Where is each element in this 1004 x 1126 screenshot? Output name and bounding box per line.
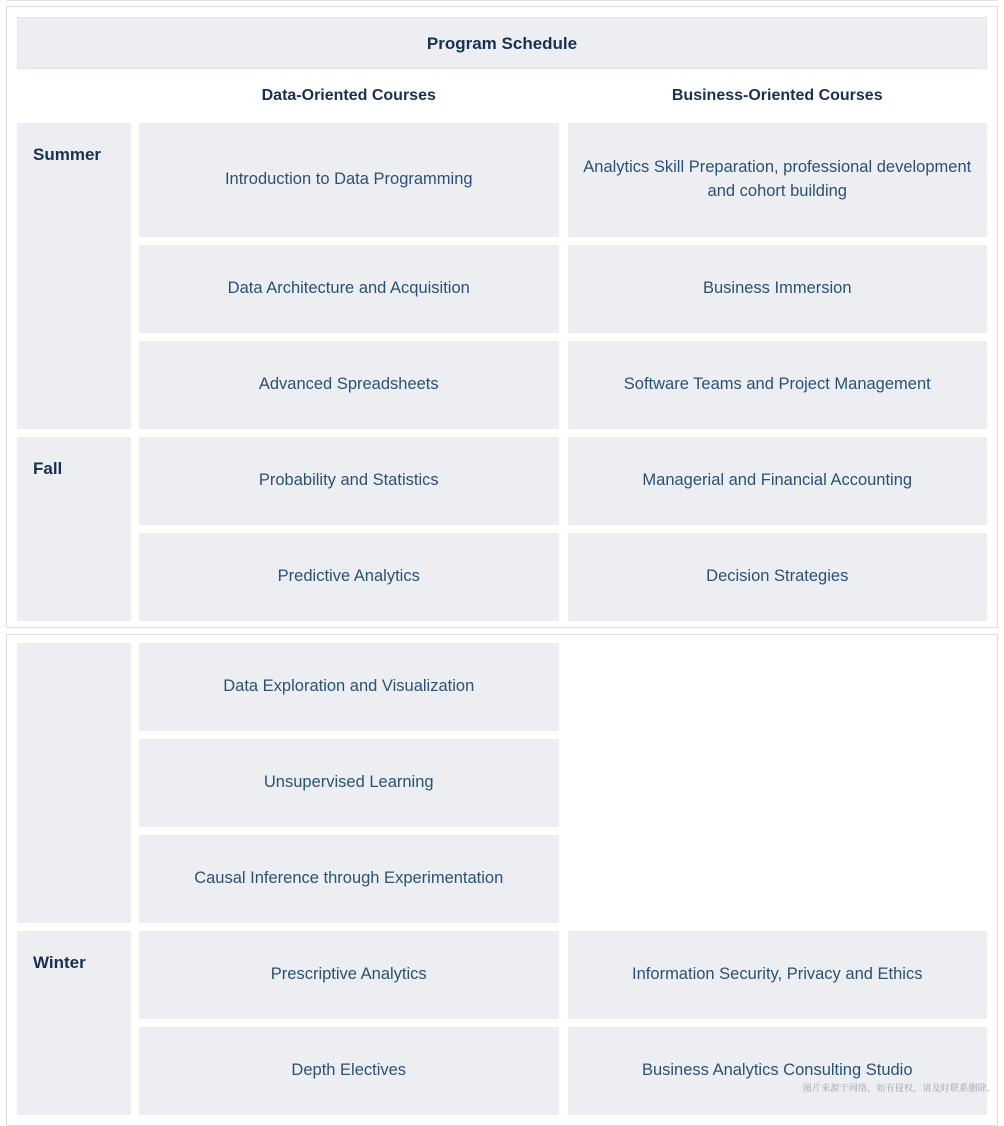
season-label-winter: Winter	[17, 931, 131, 1115]
course-cell-business: Software Teams and Project Management	[568, 341, 988, 429]
course-cell-business: Decision Strategies	[568, 533, 988, 621]
column-header-business-oriented: Business-Oriented Courses	[671, 87, 883, 104]
table-row	[139, 835, 987, 923]
season-rows-fall-continued	[139, 643, 987, 923]
course-cell-business: Analytics Skill Preparation, professional development and cohort building	[568, 123, 988, 237]
watermark-text: 图片来源于网络，如有侵权，请及时联系删除。	[802, 1083, 996, 1093]
season-label-fall: Fall	[17, 437, 131, 621]
season-rows-fall	[139, 437, 987, 621]
course-cell-data: Advanced Spreadsheets	[139, 341, 559, 429]
course-cell-business-empty	[568, 835, 988, 923]
season-rows-summer	[139, 123, 987, 429]
season-block-summer	[17, 123, 987, 429]
season-label-summer: Summer	[17, 123, 131, 429]
table-row	[139, 341, 987, 429]
table-row	[139, 1027, 987, 1115]
course-cell-business: Information Security, Privacy and Ethics	[568, 931, 988, 1019]
season-block-fall	[17, 437, 987, 621]
table-row	[139, 931, 987, 1019]
course-cell-data: Prescriptive Analytics	[139, 931, 559, 1019]
schedule-panel-top	[6, 6, 998, 628]
course-cell-business: Business Immersion	[568, 245, 988, 333]
season-block-fall-continued	[17, 643, 987, 923]
course-cell-business-empty	[568, 643, 988, 731]
table-row	[139, 245, 987, 333]
course-cell-data: Unsupervised Learning	[139, 739, 559, 827]
course-cell-data: Data Exploration and Visualization	[139, 643, 559, 731]
season-label-blank	[17, 643, 131, 923]
course-cell-data: Depth Electives	[139, 1027, 559, 1115]
table-row	[139, 437, 987, 525]
table-row	[139, 533, 987, 621]
table-row	[139, 739, 987, 827]
course-cell-data: Introduction to Data Programming	[139, 123, 559, 237]
column-header-row	[17, 69, 987, 123]
table-row	[139, 643, 987, 731]
course-cell-data: Data Architecture and Acquisition	[139, 245, 559, 333]
course-cell-data: Causal Inference through Experimentation	[139, 835, 559, 923]
course-cell-data: Probability and Statistics	[139, 437, 559, 525]
schedule-panel-bottom	[6, 634, 998, 1126]
course-cell-business: Business Analytics Consulting Studio	[568, 1027, 988, 1115]
top-divider	[6, 0, 998, 2]
course-cell-business-empty	[568, 739, 988, 827]
page-title: Program Schedule	[17, 17, 987, 69]
column-header-data-oriented: Data-Oriented Courses	[261, 87, 436, 104]
course-cell-data: Predictive Analytics	[139, 533, 559, 621]
table-row	[139, 123, 987, 237]
course-cell-business: Managerial and Financial Accounting	[568, 437, 988, 525]
